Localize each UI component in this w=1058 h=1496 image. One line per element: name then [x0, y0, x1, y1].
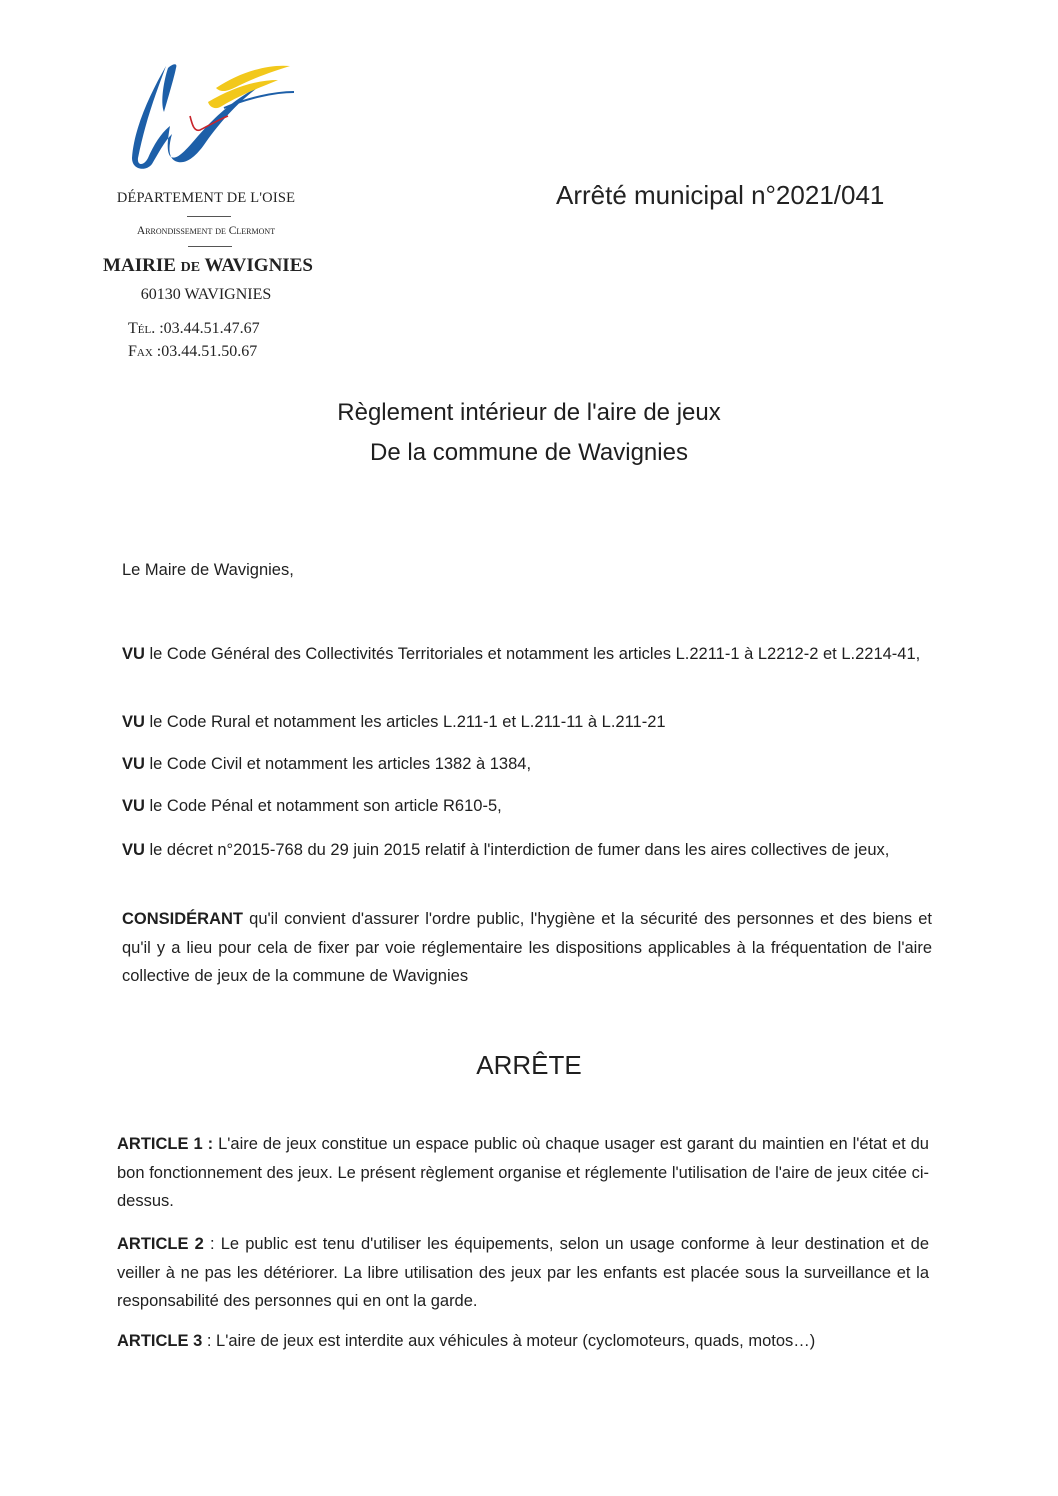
document-title [0, 393, 1058, 473]
article-paragraph [117, 1327, 929, 1356]
mairie-commune: WAVIGNIES [204, 255, 313, 276]
phone-number: 03.44.51.47.67 [163, 320, 260, 337]
article-label: ARTICLE 2 [117, 1235, 204, 1253]
arrondissement-label: Arrondissement de Clermont [136, 225, 276, 237]
fax-number: 03.44.51.50.67 [161, 343, 258, 360]
vu-paragraph [122, 792, 936, 821]
vu-text: le Code Pénal et notamment son article R610-5, [144, 797, 502, 815]
vu-paragraph [122, 708, 936, 737]
mairie-name [78, 255, 338, 277]
considerant-paragraph [122, 905, 932, 991]
article-paragraph [117, 1130, 929, 1216]
header-divider [188, 246, 232, 247]
arrete-heading: ARRÊTE [476, 1050, 582, 1080]
fax-label: Fax : [128, 343, 162, 360]
vu-label: VU [122, 797, 145, 815]
arrete-number: Arrêté municipal n°2021/041 [556, 180, 885, 210]
article-label: ARTICLE 3 [117, 1332, 203, 1350]
vu-text: le Code Civil et notamment les articles 1382 à 1384, [144, 755, 532, 773]
mairie-de: DE [180, 260, 201, 275]
vu-label: VU [122, 713, 145, 731]
article-text: L'aire de jeux constitue un espace public où chaque usager est garant du maintien en l'état et du bon fonctionnement des jeux. Le présent règlement organise et réglemente l'utilisation de l'aire de jeux citée ci-dessus. [117, 1135, 929, 1210]
article-text: : L'aire de jeux est interdite aux véhicules à moteur (cyclomoteurs, quads, motos…) [202, 1332, 816, 1350]
vu-paragraph [122, 640, 932, 669]
mairie-prefix: MAIRIE [103, 255, 176, 276]
title-line-2: De la commune de Wavignies [370, 439, 688, 466]
department-label: DÉPARTEMENT DE L'OISE [116, 190, 296, 206]
article-text: : Le public est tenu d'utiliser les équipements, selon un usage conforme à leur destination et de veiller à ne pas les détériorer. La libre utilisation des jeux par les enfants est placée sous la surveillance et la responsabilité des personnes qui en ont la garde. [117, 1235, 929, 1310]
article-label: ARTICLE 1 : [117, 1135, 214, 1153]
vu-text: le Code Rural et notamment les articles L.211-1 et L.211-11 à L.211-21 [144, 713, 666, 731]
commune-logo [128, 58, 298, 173]
vu-label: VU [122, 645, 145, 663]
vu-paragraph [122, 750, 936, 779]
article-paragraph [117, 1230, 929, 1316]
logo-blue-upper-stroke [162, 64, 176, 112]
considerant-text: qu'il convient d'assurer l'ordre public, l'hygiène et la sécurité des personnes et des biens et qu'il y a lieu pour cela de fixer par voie réglementaire les dispositions applicables à la fréquentation de l'aire collective de jeux de la commune de Wavignies [122, 910, 932, 985]
phone-label: Tél. : [128, 320, 164, 337]
vu-label: VU [122, 755, 145, 773]
considerant-label: CONSIDÉRANT [122, 910, 244, 928]
vu-paragraph [122, 836, 932, 865]
vu-text: le décret n°2015-768 du 29 juin 2015 relatif à l'interdiction de fumer dans les aires collectives de jeux, [144, 841, 890, 859]
vu-label: VU [122, 841, 145, 859]
intro-line: Le Maire de Wavignies, [122, 561, 294, 579]
postal-address: 60130 WAVIGNIES [140, 286, 272, 303]
fax-line [128, 343, 257, 361]
vu-text: le Code Général des Collectivités Territoriales et notamment les articles L.2211-1 à L2212-2 et L.2214-41, [144, 645, 921, 663]
title-line-1: Règlement intérieur de l'aire de jeux [337, 399, 721, 426]
header-divider [187, 216, 231, 217]
phone-line [128, 320, 260, 338]
